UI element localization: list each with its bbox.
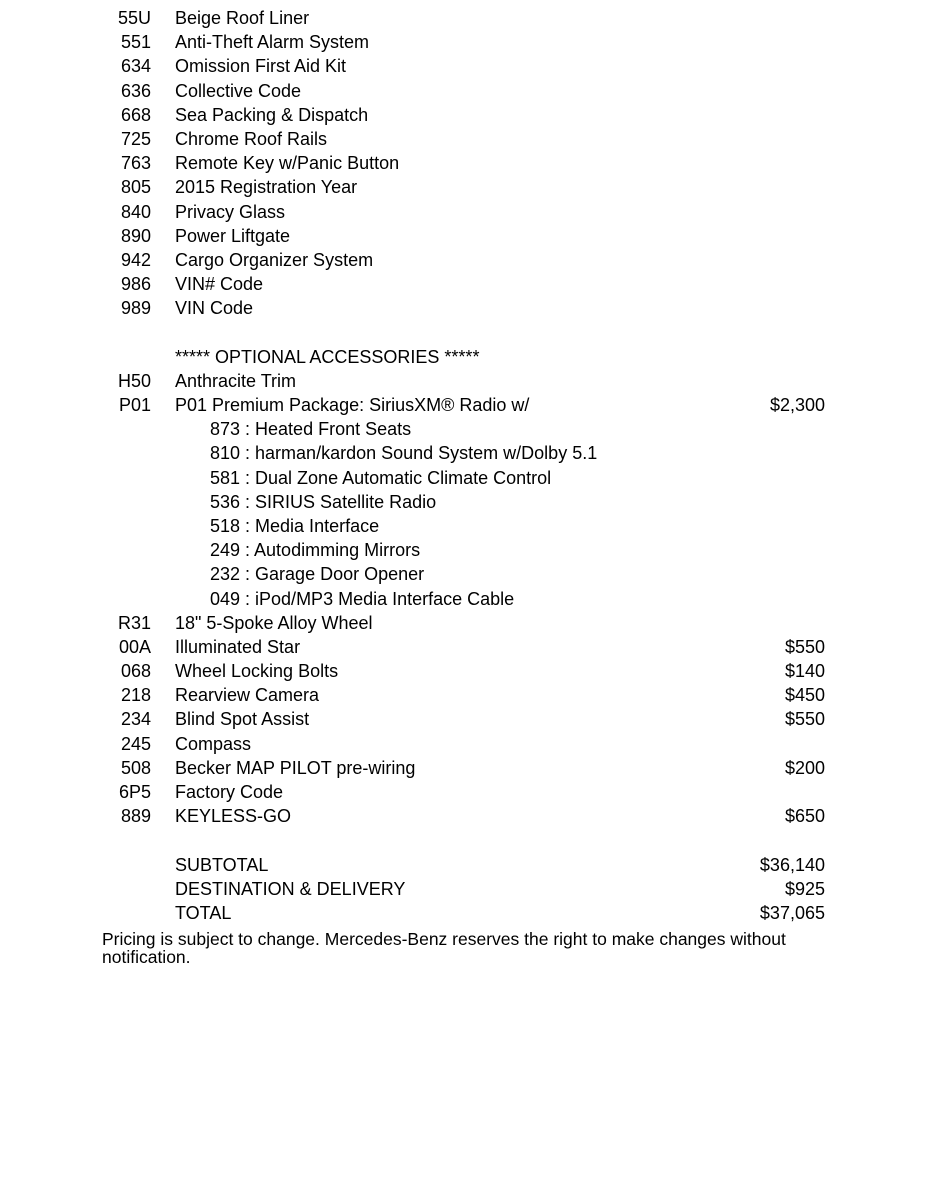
accessory-price: $550 xyxy=(784,636,825,657)
option-code: 942 xyxy=(120,249,151,270)
accessories-header-row xyxy=(0,345,927,369)
option-row xyxy=(0,6,927,30)
accessory-code: 508 xyxy=(120,757,151,778)
package-item-row xyxy=(0,562,927,586)
option-code: 986 xyxy=(120,274,151,295)
package-item: 518 : Media Interface xyxy=(210,515,380,536)
accessory-code: R31 xyxy=(117,612,151,633)
option-list-document xyxy=(0,6,927,925)
total-label: SUBTOTAL xyxy=(175,854,269,875)
total-label: TOTAL xyxy=(175,902,232,923)
accessory-code: P01 xyxy=(118,395,151,415)
accessory-description: P01 Premium Package: SiriusXM® Radio w/ xyxy=(175,395,530,415)
total-value: $925 xyxy=(784,878,825,899)
accessory-row xyxy=(0,659,927,683)
option-description: Collective Code xyxy=(175,80,302,101)
package-item-row xyxy=(0,587,927,611)
accessory-description: Becker MAP PILOT pre-wiring xyxy=(175,757,416,778)
option-description: Omission First Aid Kit xyxy=(175,56,347,77)
accessory-description: 18" 5-Spoke Alloy Wheel xyxy=(175,612,373,633)
accessory-description: Rearview Camera xyxy=(175,685,320,706)
option-code: 55U xyxy=(117,8,151,28)
accessory-description: Blind Spot Assist xyxy=(175,709,310,730)
accessory-row xyxy=(0,780,927,804)
option-description: Remote Key w/Panic Button xyxy=(175,153,400,174)
option-row xyxy=(0,30,927,54)
accessory-code: 245 xyxy=(120,733,151,754)
option-row xyxy=(0,54,927,78)
option-code: 668 xyxy=(120,104,151,125)
accessory-code: 889 xyxy=(120,806,151,827)
option-code: 636 xyxy=(120,80,151,101)
package-item: 581 : Dual Zone Automatic Climate Control xyxy=(210,467,552,488)
accessory-row xyxy=(0,707,927,731)
option-row xyxy=(0,103,927,127)
accessory-code: 6P5 xyxy=(118,782,151,802)
accessory-price: $200 xyxy=(784,757,825,778)
accessory-description: KEYLESS-GO xyxy=(175,806,292,827)
totals-section xyxy=(0,853,927,926)
accessory-row xyxy=(0,635,927,659)
option-description: Power Liftgate xyxy=(175,225,291,246)
option-description: Beige Roof Liner xyxy=(175,8,310,28)
accessory-description: Factory Code xyxy=(175,782,284,802)
option-code: 725 xyxy=(120,128,151,149)
option-code: 634 xyxy=(120,56,151,77)
accessory-code: 00A xyxy=(118,636,151,657)
accessory-code: 234 xyxy=(120,709,151,730)
option-row xyxy=(0,127,927,151)
accessory-row xyxy=(0,611,927,635)
pricing-disclaimer: Pricing is subject to change. Mercedes-Benz reserves the right to make changes without notification. xyxy=(102,929,786,967)
package-item: 049 : iPod/MP3 Media Interface Cable xyxy=(210,588,515,609)
accessory-price: $650 xyxy=(784,806,825,827)
option-code: 805 xyxy=(120,177,151,198)
accessory-row xyxy=(0,683,927,707)
accessory-row xyxy=(0,369,927,393)
accessory-price: $450 xyxy=(784,685,825,706)
option-row xyxy=(0,151,927,175)
option-row xyxy=(0,248,927,272)
accessory-row xyxy=(0,804,927,828)
option-row xyxy=(0,224,927,248)
accessory-description: Illuminated Star xyxy=(175,636,301,657)
accessory-description: Wheel Locking Bolts xyxy=(175,661,339,682)
package-item-row xyxy=(0,490,927,514)
package-item: 873 : Heated Front Seats xyxy=(210,419,412,440)
package-item-row xyxy=(0,441,927,465)
section-gap xyxy=(0,828,927,852)
package-item-row xyxy=(0,417,927,441)
package-item-row xyxy=(0,514,927,538)
premium-package-items xyxy=(0,417,927,611)
option-description: Privacy Glass xyxy=(175,201,286,222)
total-value: $36,140 xyxy=(759,854,825,875)
total-row xyxy=(0,877,927,901)
option-description: Cargo Organizer System xyxy=(175,249,374,270)
option-description: Anti-Theft Alarm System xyxy=(175,32,370,53)
accessories-list xyxy=(0,369,927,417)
accessory-code: 218 xyxy=(120,685,151,706)
option-row xyxy=(0,79,927,103)
section-gap xyxy=(0,320,927,344)
option-row xyxy=(0,175,927,199)
total-row xyxy=(0,901,927,925)
option-description: Chrome Roof Rails xyxy=(175,128,328,149)
option-row xyxy=(0,296,927,320)
accessories-list-continued xyxy=(0,611,927,829)
accessories-header: ***** OPTIONAL ACCESSORIES ***** xyxy=(175,346,480,367)
option-code: 551 xyxy=(120,32,151,53)
option-code: 890 xyxy=(120,225,151,246)
accessory-code: 068 xyxy=(120,661,151,682)
package-item: 810 : harman/kardon Sound System w/Dolby 5.1 xyxy=(210,443,598,464)
option-row xyxy=(0,272,927,296)
accessory-price: $140 xyxy=(784,661,825,682)
standard-options-list xyxy=(0,6,927,320)
total-row xyxy=(0,853,927,877)
accessory-description: Compass xyxy=(175,733,252,754)
option-row xyxy=(0,200,927,224)
package-item: 249 : Autodimming Mirrors xyxy=(210,540,421,561)
accessory-row xyxy=(0,756,927,780)
accessory-price: $2,300 xyxy=(769,395,825,415)
accessory-row xyxy=(0,393,927,417)
package-item-row xyxy=(0,538,927,562)
accessory-description: Anthracite Trim xyxy=(175,370,297,391)
total-label: DESTINATION & DELIVERY xyxy=(175,878,406,899)
accessory-code: H50 xyxy=(117,370,151,391)
accessory-price: $550 xyxy=(784,709,825,730)
option-description: Sea Packing & Dispatch xyxy=(175,104,369,125)
package-item: 536 : SIRIUS Satellite Radio xyxy=(210,491,437,512)
option-description: VIN Code xyxy=(175,298,254,319)
accessory-row xyxy=(0,732,927,756)
option-code: 763 xyxy=(120,153,151,174)
option-code: 989 xyxy=(120,298,151,319)
total-value: $37,065 xyxy=(759,902,825,923)
option-description: 2015 Registration Year xyxy=(175,177,358,198)
option-description: VIN# Code xyxy=(175,274,264,295)
package-item-row xyxy=(0,466,927,490)
option-code: 840 xyxy=(120,201,151,222)
package-item: 232 : Garage Door Opener xyxy=(210,564,425,585)
